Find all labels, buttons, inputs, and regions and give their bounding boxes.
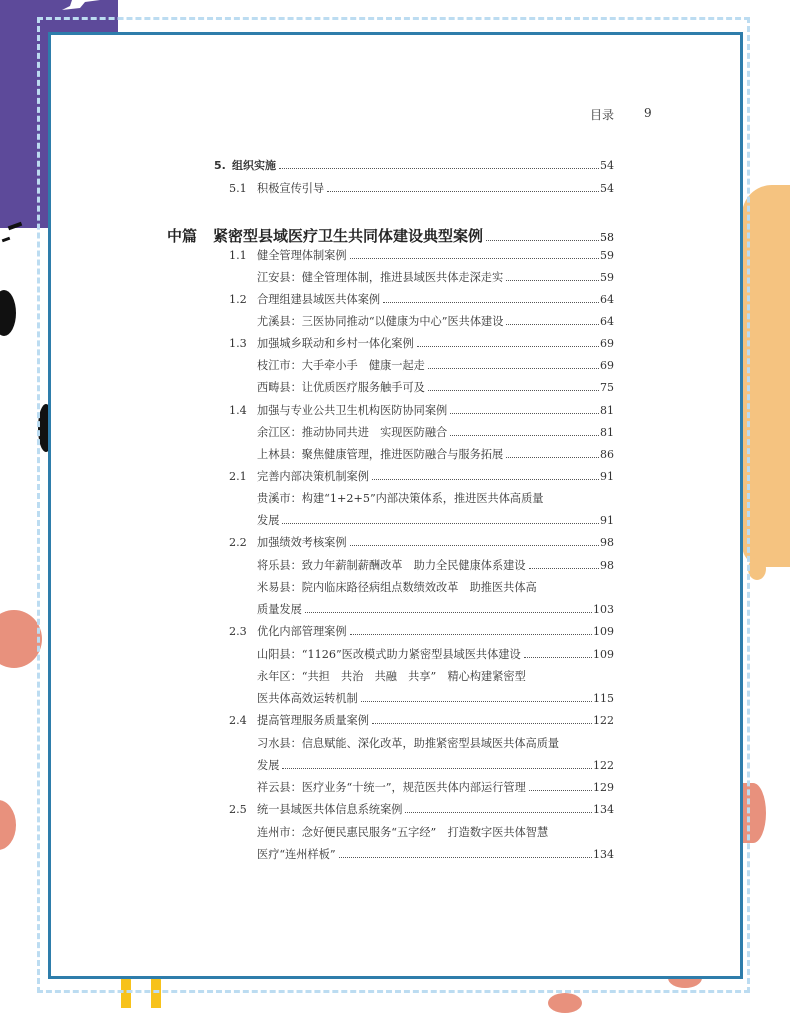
toc-entry[interactable] [229, 246, 614, 266]
toc-label: 尤溪县：三医协同推动“以健康为中心”医共体建设 [257, 315, 504, 328]
toc-page: 91 [600, 470, 614, 483]
toc-entry[interactable] [229, 533, 614, 553]
toc-entry[interactable] [229, 290, 614, 310]
toc-entry-line[interactable] [257, 578, 614, 598]
dot-leader [428, 367, 599, 369]
toc-label: 合理组建县域医共体案例 [257, 293, 381, 306]
toc-entry[interactable] [229, 800, 614, 820]
toc-number: 5.1 [229, 182, 247, 195]
toc-number: 2.5 [229, 803, 247, 816]
toc-page: 109 [593, 648, 614, 661]
toc-entry[interactable] [257, 845, 614, 865]
toc-label: 西畴县：让优质医疗服务触手可及 [257, 381, 425, 394]
toc-entry-line[interactable] [257, 667, 614, 687]
toc-entry[interactable] [229, 179, 614, 199]
dot-leader [350, 257, 599, 259]
dot-leader [279, 167, 599, 169]
toc-entry[interactable] [214, 156, 614, 176]
toc-page: 134 [593, 803, 614, 816]
toc-label: 优化内部管理案例 [257, 625, 347, 638]
dot-leader [524, 656, 592, 658]
salmon-dot [0, 800, 16, 850]
toc-entry[interactable] [257, 689, 614, 709]
toc-entry[interactable] [257, 423, 614, 443]
dot-leader [372, 478, 599, 480]
toc-entry[interactable] [257, 356, 614, 376]
toc-label: 贵溪市：构建“1+2+5”内部决策体系，推进医共体高质量 [257, 492, 544, 505]
orange-paint-fleck [748, 558, 766, 580]
dot-leader [305, 611, 592, 613]
toc-page: 103 [593, 603, 614, 616]
toc-page: 59 [600, 271, 614, 284]
toc-label: 健全管理体制案例 [257, 249, 347, 262]
toc-number: 2.2 [229, 536, 247, 549]
toc-label: 统一县域医共体信息系统案例 [257, 803, 403, 816]
toc-page: 58 [600, 231, 614, 244]
dot-leader [361, 700, 592, 702]
page-number: 9 [644, 106, 652, 120]
toc-label: 加强城乡联动和乡村一体化案例 [257, 337, 414, 350]
toc-entry[interactable] [257, 600, 614, 620]
dot-leader [339, 856, 592, 858]
toc-page: 134 [593, 848, 614, 861]
dot-leader [372, 722, 592, 724]
toc-label: 医疗“连州样板” [257, 848, 336, 861]
toc-page: 115 [593, 692, 614, 705]
toc-entry[interactable] [229, 401, 614, 421]
dot-leader [350, 633, 592, 635]
toc-label: 上林县：聚焦健康管理，推进医防融合与服务拓展 [257, 448, 504, 461]
toc-page: 91 [600, 514, 614, 527]
toc-label: 发展 [257, 759, 280, 772]
toc-label: 医共体高效运转机制 [257, 692, 358, 705]
toc-entry[interactable] [257, 778, 614, 798]
toc-page: 98 [600, 536, 614, 549]
dot-leader [327, 190, 599, 192]
dot-leader [450, 434, 599, 436]
dot-leader [486, 239, 599, 241]
toc-entry[interactable] [257, 445, 614, 465]
toc-entry-line[interactable] [257, 734, 614, 754]
toc-label: 积极宣传引导 [257, 182, 325, 195]
dot-leader [405, 811, 592, 813]
toc-number: 1.1 [229, 249, 247, 262]
toc-entry[interactable] [257, 268, 614, 288]
toc-page: 64 [600, 315, 614, 328]
toc-label: 提高管理服务质量案例 [257, 714, 369, 727]
toc-label: 完善内部决策机制案例 [257, 470, 369, 483]
toc-entry[interactable] [257, 645, 614, 665]
toc-page: 54 [600, 182, 614, 195]
toc-label: 山阳县：“1126”医改模式助力紧密型县域医共体建设 [257, 648, 521, 661]
toc-entry[interactable] [229, 467, 614, 487]
toc-number: 1.2 [229, 293, 247, 306]
dot-leader [506, 323, 599, 325]
toc-page: 98 [600, 559, 614, 572]
toc-page: 81 [600, 426, 614, 439]
toc-label: 质量发展 [257, 603, 302, 616]
toc-part-heading[interactable] [167, 224, 614, 248]
salmon-dot [548, 993, 582, 1013]
toc-label: 祥云县：医疗业务“十统一”，规范医共体内部运行管理 [257, 781, 526, 794]
toc-page: 69 [600, 337, 614, 350]
toc-label: 连州市：念好便民惠民服务“五字经” 打造数字医共体智慧 [257, 826, 549, 839]
toc-entry-line[interactable] [257, 823, 614, 843]
toc-label: 米易县：院内临床路径病组点数绩效改革 助推医共体高 [257, 581, 537, 594]
toc-page: 122 [593, 714, 614, 727]
dot-leader [428, 389, 599, 391]
dot-leader [350, 544, 599, 546]
toc-page: 129 [593, 781, 614, 794]
dot-leader [529, 567, 599, 569]
toc-number: 2.3 [229, 625, 247, 638]
toc-number: 5. [214, 159, 226, 172]
ink-splatter [2, 237, 11, 243]
toc-number: 2.4 [229, 714, 247, 727]
toc-label: 加强与专业公共卫生机构医防协同案例 [257, 404, 448, 417]
running-head [590, 106, 652, 123]
toc-entry[interactable] [257, 378, 614, 398]
dot-leader [529, 789, 592, 791]
toc-page: 54 [600, 159, 614, 172]
toc-entry[interactable] [257, 556, 614, 576]
dot-leader [282, 522, 599, 524]
toc-entry[interactable] [229, 334, 614, 354]
toc-entry[interactable] [257, 511, 614, 531]
dot-leader [506, 456, 599, 458]
toc-label: 组织实施 [232, 159, 276, 172]
toc-label: 江安县：健全管理体制，推进县域医共体走深走实 [257, 271, 504, 284]
dot-leader [506, 279, 599, 281]
toc-label: 发展 [257, 514, 280, 527]
part-title: 紧密型县域医疗卫生共同体建设典型案例 [213, 227, 484, 245]
toc-label: 将乐县：致力年薪制薪酬改革 助力全民健康体系建设 [257, 559, 526, 572]
toc-page: 59 [600, 249, 614, 262]
toc-entry[interactable] [229, 622, 614, 642]
toc-label: 永年区：“共担 共治 共融 共享” 精心构建紧密型 [257, 670, 526, 683]
toc-page: 86 [600, 448, 614, 461]
toc-entry[interactable] [257, 756, 614, 776]
toc-page: 69 [600, 359, 614, 372]
toc-entry-line[interactable] [257, 489, 614, 509]
toc-label: 习水县：信息赋能、深化改革，助推紧密型县域医共体高质量 [257, 737, 560, 750]
black-ink-dot [0, 290, 16, 336]
toc-page: 75 [600, 381, 614, 394]
toc-page: 64 [600, 293, 614, 306]
toc-entry[interactable] [229, 711, 614, 731]
toc-number: 1.3 [229, 337, 247, 350]
running-head-title: 目录 [590, 108, 615, 122]
toc-label: 余江区：推动协同共进 实现医防融合 [257, 426, 448, 439]
toc-number: 2.1 [229, 470, 247, 483]
part-name: 中篇 [167, 227, 198, 245]
dot-leader [417, 345, 599, 347]
toc-page: 122 [593, 759, 614, 772]
toc-label: 加强绩效考核案例 [257, 536, 347, 549]
salmon-dot [0, 610, 42, 668]
dot-leader [282, 767, 592, 769]
dot-leader [450, 412, 599, 414]
toc-page: 81 [600, 404, 614, 417]
dot-leader [383, 301, 599, 303]
toc-label: 枝江市：大手牵小手 健康一起走 [257, 359, 425, 372]
toc-entry[interactable] [257, 312, 614, 332]
toc-page: 109 [593, 625, 614, 638]
toc-number: 1.4 [229, 404, 247, 417]
